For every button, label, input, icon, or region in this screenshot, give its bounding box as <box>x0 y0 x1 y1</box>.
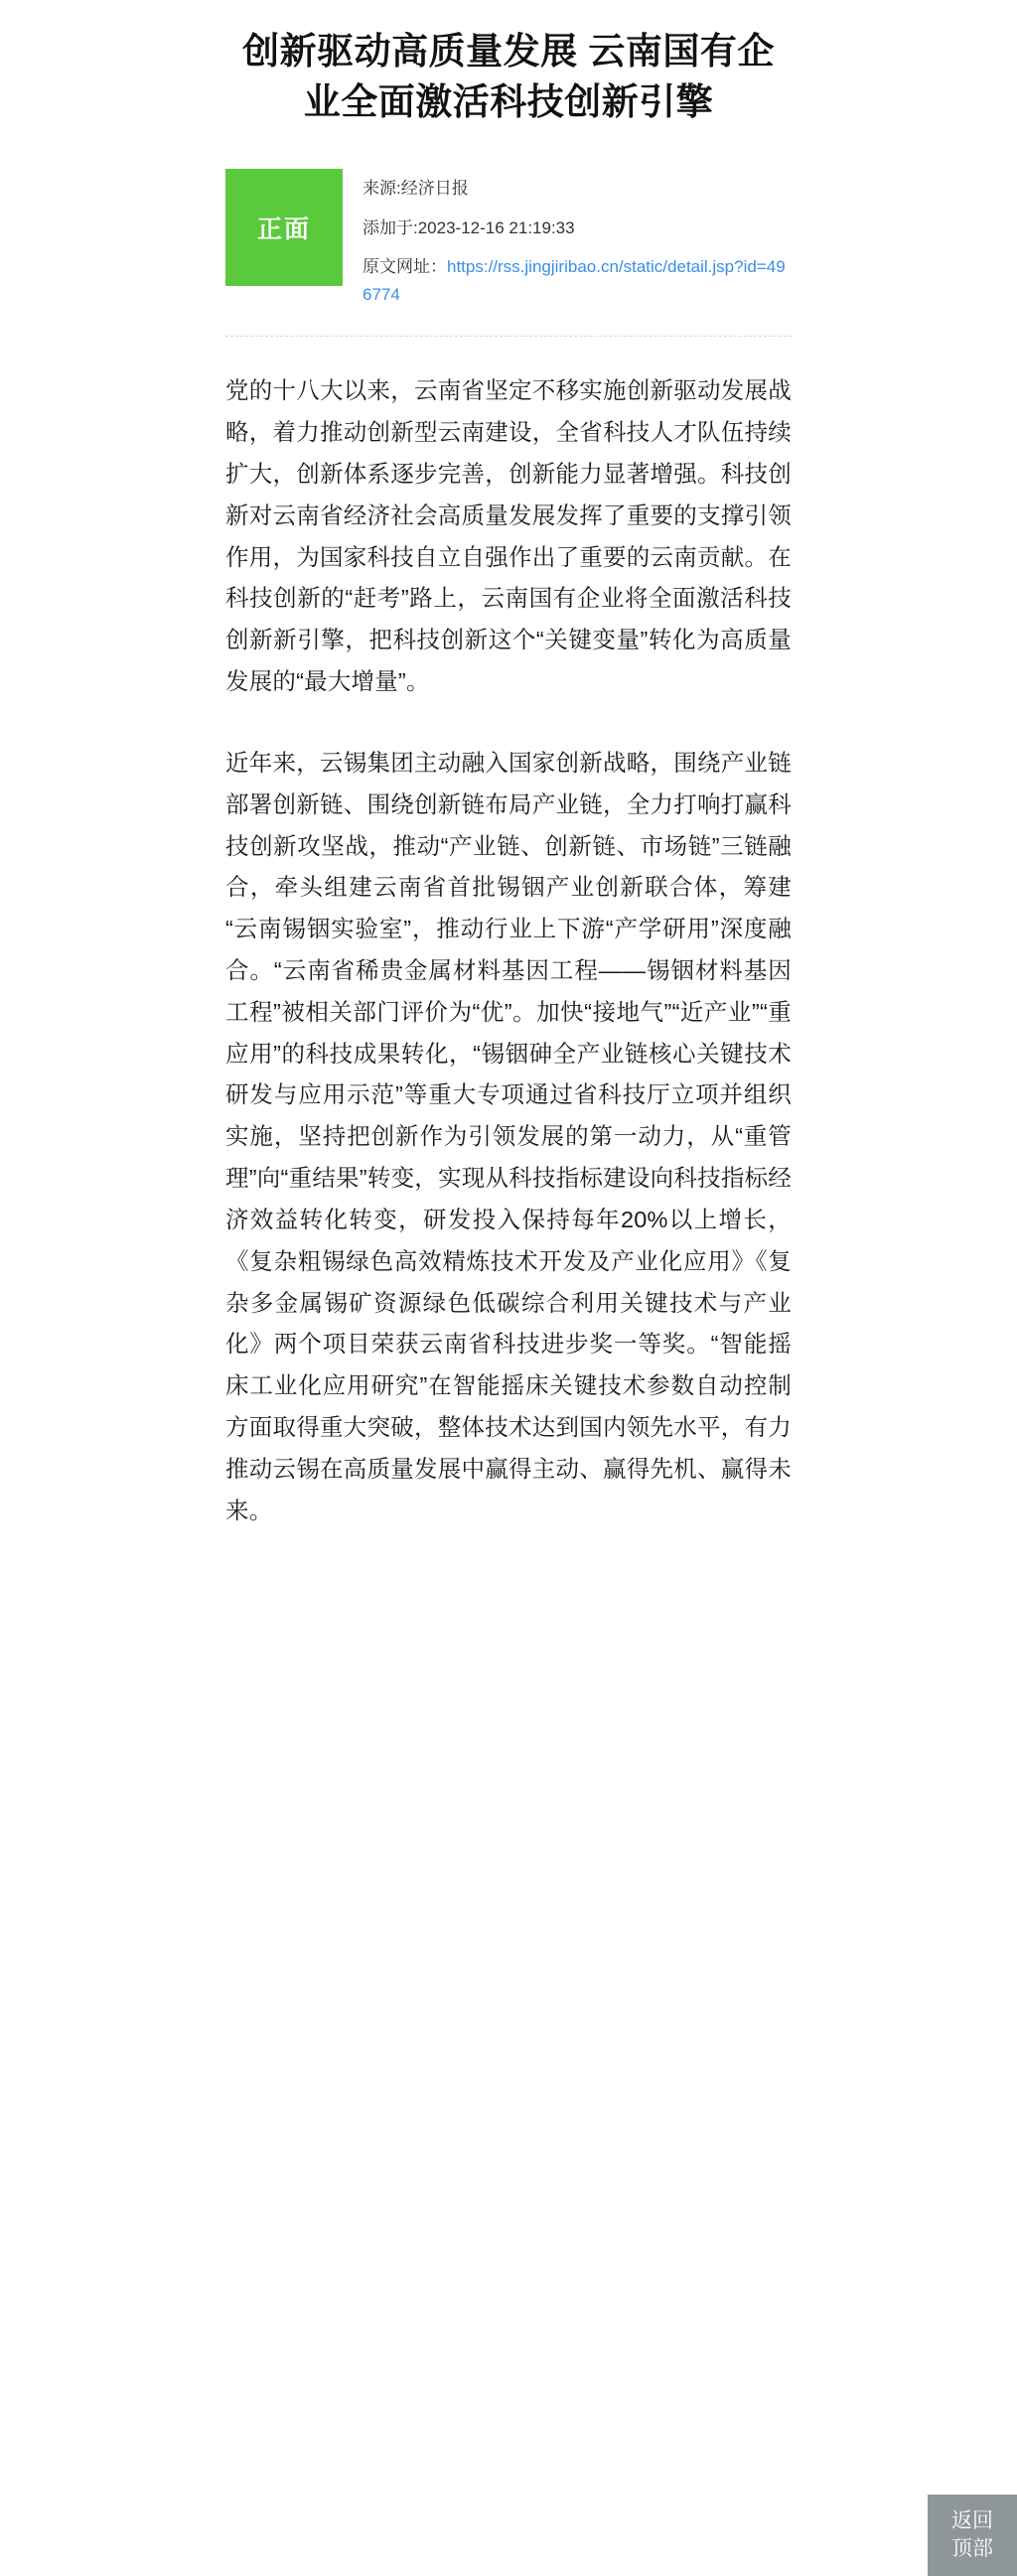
article-paragraph: 党的十八大以来，云南省坚定不移实施创新驱动发展战略，着力推动创新型云南建设，全省科技人才队伍持续扩大，创新体系逐步完善，创新能力显著增强。科技创新对云南省经济社会高质量发展发挥了重要的支撑引领作用，为国家科技自立自强作出了重要的云南贡献。在科技创新的“赶考”路上，云南国有企业将全面激活科技创新新引擎，把科技创新这个“关键变量”转化为高质量发展的“最大增量”。 <box>225 377 792 695</box>
meta-url-row <box>363 253 792 308</box>
meta-divider <box>225 336 792 337</box>
meta-added-time: 添加于:2023-12-16 21:19:33 <box>363 217 575 237</box>
article-paragraph: 近年来，云锡集团主动融入国家创新战略，围绕产业链部署创新链、围绕创新链布局产业链，全力打响打赢科技创新攻坚战，推动“产业链、创新链、市场链”三链融合，牵头组建云南省首批锡铟产业创新联合体，筹建“云南锡铟实验室”，推动行业上下游“产学研用”深度融合。“云南省稀贵金属材料基因工程——锡铟材料基因工程”被相关部门评价为“优”。加快“接地气”“近产业”“重应用”的科技成果转化，“锡铟砷全产业链核心关键技术研发与应用示范”等重大专项通过省科技厅立项并组织实施，坚持把创新作为引领发展的第一动力，从“重管理”向“重结果”转变，实现从科技指标建设向科技指标经济效益转化转变，研发投入保持每年20%以上增长，《复杂粗锡绿色高效精炼技术开发及产业化应用》《复杂多金属锡矿资源绿色低碳综合利用关键技术与产业化》两个项目荣获云南省科技进步奖一等奖。“智能摇床工业化应用研究”在智能摇床关键技术参数自动控制方面取得重大突破，整体技术达到国内领先水平，有力推动云锡在高质量发展中赢得主动、赢得先机、赢得未来。 <box>225 749 792 1523</box>
meta-source: 来源:经济日报 <box>363 179 469 199</box>
article-meta <box>225 169 792 336</box>
back-to-top-label: 返回顶部 <box>951 2509 993 2560</box>
article-sheet <box>225 0 792 1572</box>
article-body <box>225 370 792 1531</box>
back-to-top-button[interactable] <box>928 2495 1017 2576</box>
status-badge: 正面 <box>225 169 343 286</box>
meta-lines <box>363 169 792 308</box>
source-url-link[interactable]: https://rss.jingjiribao.cn/static/detail.jsp?id=496774 <box>363 257 786 304</box>
page-title: 创新驱动高质量发展 云南国有企业全面激活科技创新引擎 <box>242 31 775 123</box>
meta-url-label: 原文网址： <box>363 257 447 277</box>
